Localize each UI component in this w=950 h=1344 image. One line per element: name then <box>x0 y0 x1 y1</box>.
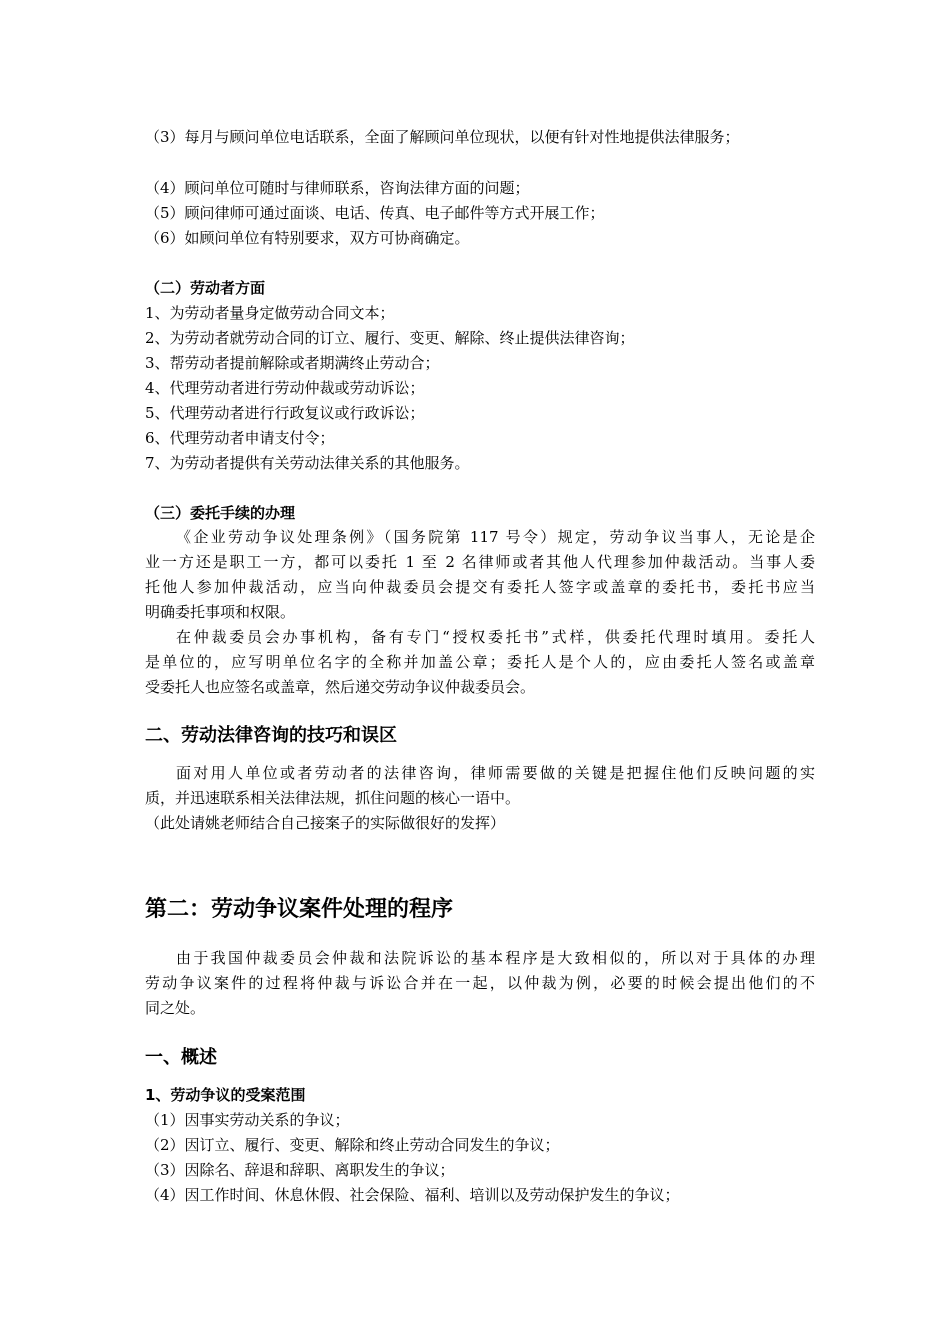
overview-item: （3）因除名、辞退和辞职、离职发生的争议； <box>145 1161 455 1179</box>
overview-sub-heading: 1、劳动争议的受案范围 <box>145 1086 306 1104</box>
entrust-para2-line: 在仲裁委员会办事机构，备有专门“授权委托书”式样，供委托代理时填用。委托人 <box>176 628 815 646</box>
worker-item: 4、代理劳动者进行劳动仲裁或劳动诉讼； <box>145 379 425 397</box>
overview-item: （2）因订立、履行、变更、解除和终止劳动合同发生的争议； <box>145 1136 560 1154</box>
consult-item-6: （6）如顾问单位有特别要求，双方可协商确定。 <box>145 229 470 247</box>
consult-item-5: （5）顾问律师可通过面谈、电话、传真、电子邮件等方式开展工作； <box>145 204 605 222</box>
worker-item: 3、帮劳动者提前解除或者期满终止劳动合； <box>145 354 440 372</box>
entrust-para2-line: 受委托人也应签名或盖章，然后递交劳动争议仲裁委员会。 <box>145 678 536 696</box>
part2-para-line: 劳动争议案件的过程将仲裁与诉讼合并在一起，以仲裁为例，必要的时候会提出他们的不 <box>145 974 815 992</box>
worker-item: 5、代理劳动者进行行政复议或行政诉讼； <box>145 404 425 422</box>
overview-item: （1）因事实劳动关系的争议； <box>145 1111 350 1129</box>
part2-heading: 第二：劳动争议案件处理的程序 <box>145 897 454 922</box>
entrust-para1-line: 明确委托事项和权限。 <box>145 603 296 621</box>
overview-item: （4）因工作时间、休息休假、社会保险、福利、培训以及劳动保护发生的争议； <box>145 1186 680 1204</box>
section2-heading: 二、劳动法律咨询的技巧和误区 <box>145 725 397 746</box>
part2-para-line: 同之处。 <box>145 999 206 1017</box>
section2-para-line: 面对用人单位或者劳动者的法律咨询，律师需要做的关键是把握住他们反映问题的实 <box>176 764 815 782</box>
section2-para-line: 质，并迅速联系相关法律法规，抓住问题的核心一语中。 <box>145 789 521 807</box>
entrust-para2-line: 是单位的，应写明单位名字的全称并加盖公章；委托人是个人的，应由委托人签名或盖章 <box>145 653 815 671</box>
worker-section-heading: （二）劳动者方面 <box>145 279 266 297</box>
section2-note: （此处请姚老师结合自己接案子的实际做很好的发挥） <box>145 814 506 832</box>
entrust-para1-line: 托他人参加仲裁活动，应当向仲裁委员会提交有委托人签字或盖章的委托书，委托书应当 <box>145 578 815 596</box>
entrust-section-heading: （三）委托手续的办理 <box>145 504 296 522</box>
consult-item-4: （4）顾问单位可随时与律师联系，咨询法律方面的问题； <box>145 179 530 197</box>
worker-item: 6、代理劳动者申请支付令； <box>145 429 335 447</box>
entrust-para1-line: 业一方还是职工一方，都可以委托 1 至 2 名律师或者其他人代理参加仲裁活动。当事人委 <box>145 553 815 571</box>
worker-item: 1、为劳动者量身定做劳动合同文本； <box>145 304 395 322</box>
consult-item-3: （3）每月与顾问单位电话联系，全面了解顾问单位现状，以便有针对性地提供法律服务； <box>145 128 740 146</box>
worker-item: 2、为劳动者就劳动合同的订立、履行、变更、解除、终止提供法律咨询； <box>145 329 635 347</box>
part2-para-line: 由于我国仲裁委员会仲裁和法院诉讼的基本程序是大致相似的，所以对于具体的办理 <box>176 949 815 967</box>
entrust-para1-line: 《企业劳动争议处理条例》（国务院第 117 号令）规定，劳动争议当事人，无论是企 <box>176 528 815 546</box>
overview-heading: 一、概述 <box>145 1047 217 1068</box>
worker-item: 7、为劳动者提供有关劳动法律关系的其他服务。 <box>145 454 470 472</box>
